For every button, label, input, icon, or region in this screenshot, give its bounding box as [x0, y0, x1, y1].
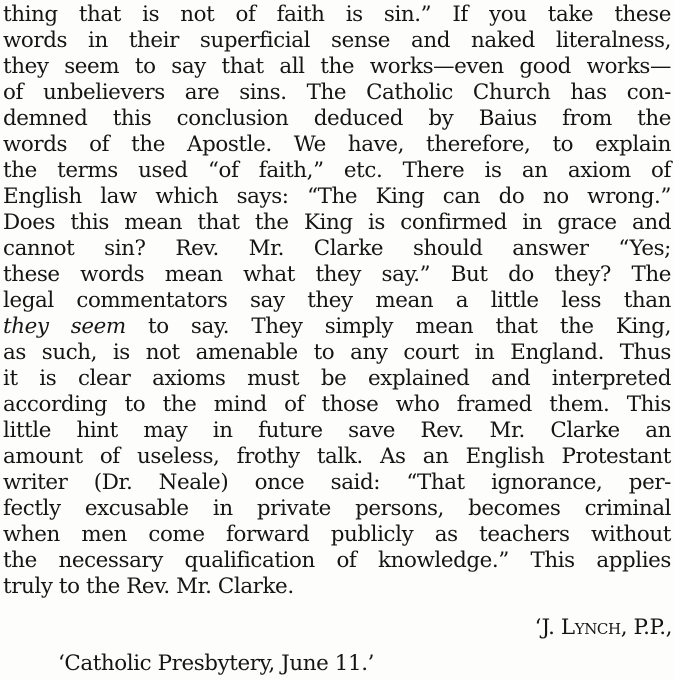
text-line: Does this mean that the King is confirmed in grace and [3, 210, 671, 235]
text-line: amount of useless, frothy talk. As an English Protestant [3, 444, 671, 469]
italic-phrase: they seem [3, 314, 126, 339]
text-line: as such, is not amenable to any court in England. Thus [3, 340, 671, 365]
signature-suffix: , P.P., [620, 615, 672, 640]
text-line: the terms used “of faith,” etc. There is an axiom of [3, 158, 671, 183]
text-line-with-italic [3, 315, 671, 339]
text-line: according to the mind of those who framed them. This [3, 392, 671, 417]
signature-prefix: ‘J. [534, 615, 561, 640]
text-line: little hint may in future save Rev. Mr. Clarke an [3, 418, 671, 443]
text-line: fectly excusable in private persons, becomes criminal [3, 496, 671, 521]
text-line: demned this conclusion deduced by Baius from the [3, 106, 671, 131]
text-line: of unbelievers are sins. The Catholic Church has con- [3, 80, 671, 105]
text-line: cannot sin? Rev. Mr. Clarke should answer “Yes; [3, 236, 671, 261]
text-line: it is clear axioms must be explained and interpreted [3, 366, 671, 391]
text-line: English law which says: “The King can do no wrong.” [3, 184, 671, 209]
text-span: to say. They simply mean that the King, [125, 314, 671, 339]
signature [436, 616, 672, 640]
text-line: they seem to say that all the works—even good works— [3, 54, 671, 79]
text-line: words of the Apostle. We have, therefore, to explain [3, 132, 671, 157]
signature-surname: Lynch [560, 615, 621, 640]
text-line: thing that is not of faith is sin.” If you take these [3, 2, 671, 27]
text-line: the necessary qualification of knowledge.” This applies [3, 548, 671, 573]
text-line: these words mean what they say.” But do they? The [3, 262, 671, 287]
text-line: words in their superficial sense and naked literalness, [3, 28, 671, 53]
text-line: legal commentators say they mean a little less than [3, 288, 671, 313]
dateline: ‘Catholic Presbytery, June 11.’ [58, 651, 374, 676]
text-line: when men come forward publicly as teachers without [3, 522, 671, 547]
text-line: truly to the Rev. Mr. Clarke. [3, 574, 294, 599]
text-line: writer (Dr. Neale) once said: “That ignorance, per- [3, 470, 671, 495]
